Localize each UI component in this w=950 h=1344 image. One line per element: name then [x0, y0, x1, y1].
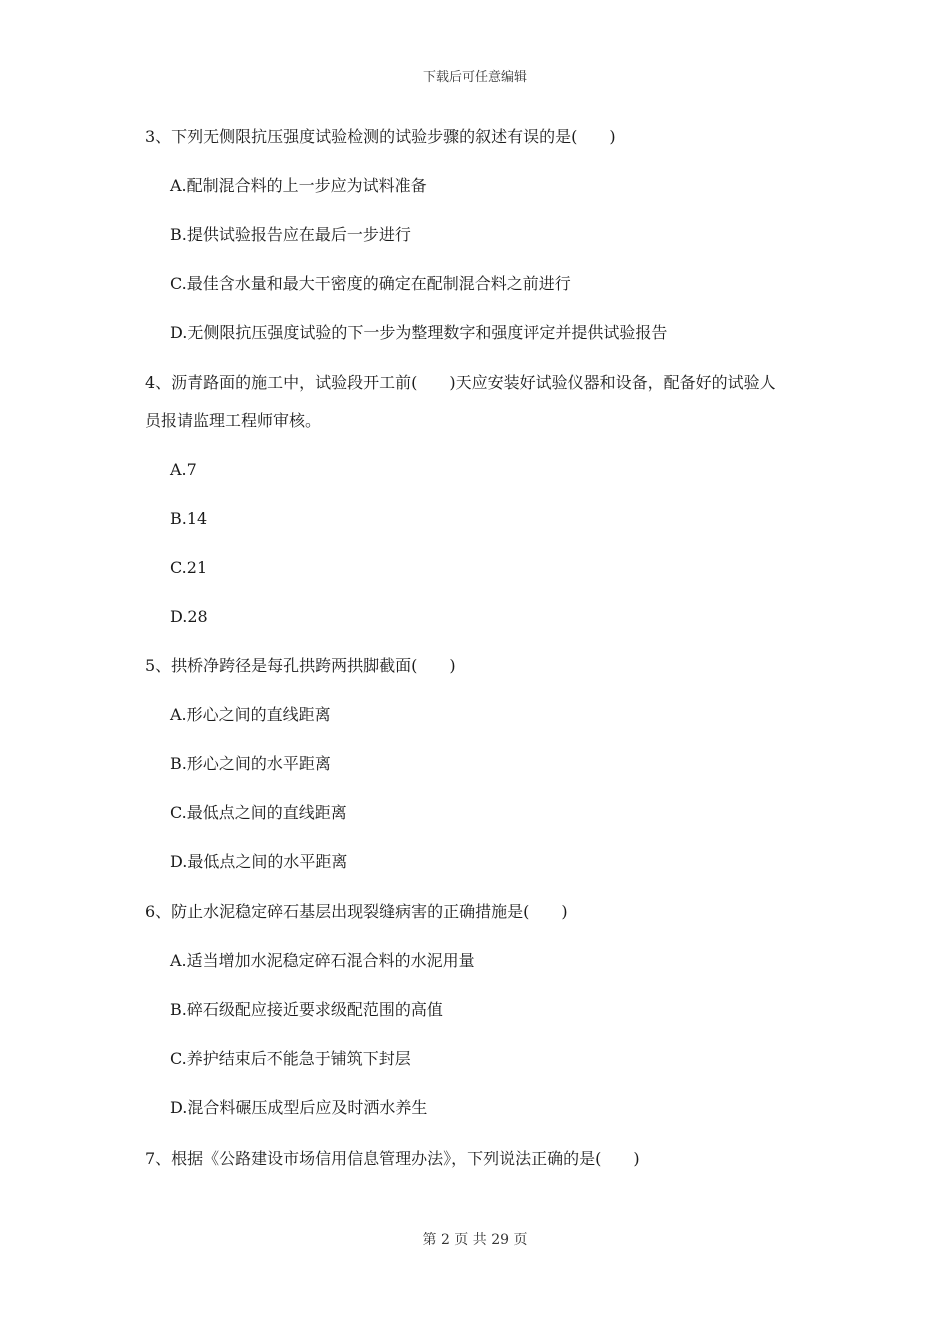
question-3-option-c: C.最佳含水量和最大干密度的确定在配制混合料之前进行	[170, 274, 571, 293]
question-5-stem: 5、拱桥净跨径是每孔拱跨两拱脚截面( )	[145, 656, 456, 675]
question-4-option-b: B.14	[170, 509, 208, 528]
question-6-option-b: B.碎石级配应接近要求级配范围的高值	[170, 1000, 443, 1019]
question-4-option-c: C.21	[170, 558, 208, 577]
question-6-option-a: A.适当增加水泥稳定碎石混合料的水泥用量	[170, 951, 475, 970]
question-3-option-d: D.无侧限抗压强度试验的下一步为整理数字和强度评定并提供试验报告	[170, 323, 668, 342]
question-3-stem: 3、下列无侧限抗压强度试验检测的试验步骤的叙述有误的是( )	[145, 127, 616, 146]
question-3-option-b: B.提供试验报告应在最后一步进行	[170, 225, 411, 244]
question-5-option-c: C.最低点之间的直线距离	[170, 803, 347, 822]
question-5-option-b: B.形心之间的水平距离	[170, 754, 331, 773]
question-4-option-a: A.7	[170, 460, 197, 479]
question-6-option-d: D.混合料碾压成型后应及时洒水养生	[170, 1098, 428, 1117]
page-header-note: 下载后可任意编辑	[422, 70, 527, 85]
question-4-stem-line-2: 员报请监理工程师审核。	[145, 411, 322, 430]
question-6-option-c: C.养护结束后不能急于铺筑下封层	[170, 1049, 411, 1068]
page-footer-page-number: 第 2 页 共 29 页	[422, 1232, 528, 1248]
question-7-stem: 7、根据《公路建设市场信用信息管理办法》，下列说法正确的是( )	[145, 1149, 640, 1168]
question-5-option-a: A.形心之间的直线距离	[170, 705, 331, 724]
question-3-option-a: A.配制混合料的上一步应为试料准备	[170, 176, 427, 195]
question-4-stem-line-1: 4、沥青路面的施工中，试验段开工前( )天应安装好试验仪器和设备，配备好的试验人	[145, 373, 776, 392]
question-4-option-d: D.28	[170, 607, 208, 626]
question-6-stem: 6、防止水泥稳定碎石基层出现裂缝病害的正确措施是( )	[145, 902, 568, 921]
question-5-option-d: D.最低点之间的水平距离	[170, 852, 348, 871]
